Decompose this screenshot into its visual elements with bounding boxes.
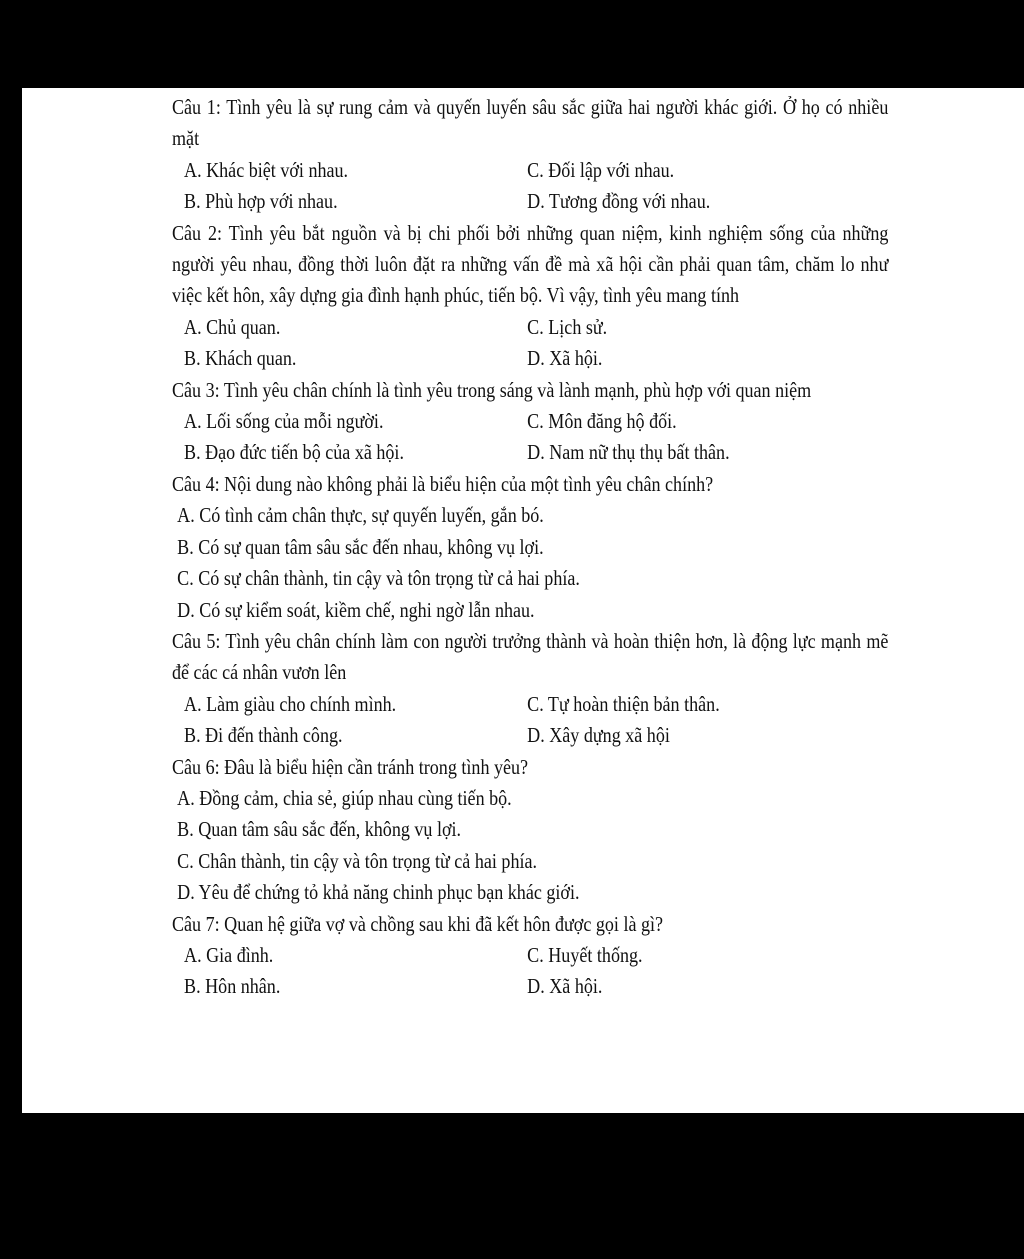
- question-2-options-row-2: [172, 343, 788, 374]
- question-2-options-row-1: [172, 312, 788, 343]
- question-7-option-c[interactable]: C. Huyết thống.: [527, 942, 643, 967]
- question-2-option-d[interactable]: D. Xã hội.: [527, 346, 603, 371]
- question-5-option-a[interactable]: A. Làm giàu cho chính mình.: [184, 691, 397, 716]
- question-6-option-d[interactable]: D. Yêu để chứng tỏ khả năng chinh phục bạn khác giới.: [177, 880, 580, 905]
- question-6-option-b[interactable]: B. Quan tâm sâu sắc đến, không vụ lợi.: [177, 817, 462, 842]
- question-3-option-b[interactable]: B. Đạo đức tiến bộ của xã hội.: [184, 440, 404, 465]
- question-list: [172, 92, 889, 1003]
- question-7-option-a[interactable]: A. Gia đình.: [184, 942, 274, 967]
- question-3-stem: Câu 3: Tình yêu chân chính là tình yêu trong sáng và lành mạnh, phù hợp với quan niệm: [172, 377, 812, 402]
- question-7-option-d[interactable]: D. Xã hội.: [527, 974, 603, 999]
- question-5-options-row-1: [172, 689, 788, 720]
- question-3-option-a[interactable]: A. Lối sống của mỗi người.: [184, 409, 384, 434]
- question-1-options-row-2: [172, 186, 788, 217]
- question-2-stem: Câu 2: Tình yêu bắt nguồn và bị chi phối bởi những quan niệm, kinh nghiệm sống của những người yêu nhau, đồng thời luôn đặt ra những vấn đề mà xã hội cần phải quan tâm, chăm lo như việc kết hôn, xây dựng gia đình hạnh phúc, tiến bộ. Vì vậy, tình yêu mang tính: [172, 220, 889, 308]
- question-1-option-a[interactable]: A. Khác biệt với nhau.: [184, 157, 349, 182]
- question-5-option-d[interactable]: D. Xây dựng xã hội: [527, 723, 670, 748]
- question-1-option-b[interactable]: B. Phù hợp với nhau.: [184, 189, 338, 214]
- question-6-option-c[interactable]: C. Chân thành, tin cậy và tôn trọng từ cả hai phía.: [177, 848, 538, 873]
- question-4-stem: Câu 4: Nội dung nào không phải là biểu hiện của một tình yêu chân chính?: [172, 471, 714, 496]
- question-5-option-c[interactable]: C. Tự hoàn thiện bản thân.: [527, 691, 720, 716]
- question-7-option-b[interactable]: B. Hôn nhân.: [184, 974, 281, 999]
- question-7-options-row-1: [172, 940, 788, 971]
- question-6-option-a[interactable]: A. Đồng cảm, chia sẻ, giúp nhau cùng tiến bộ.: [177, 785, 512, 810]
- question-2-option-b[interactable]: B. Khách quan.: [184, 346, 297, 371]
- question-4-option-c[interactable]: C. Có sự chân thành, tin cậy và tôn trọng từ cả hai phía.: [177, 566, 580, 591]
- question-7-options-row-2: [172, 971, 788, 1002]
- question-2-option-a[interactable]: A. Chủ quan.: [184, 314, 281, 339]
- question-3-options-row-1: [172, 406, 788, 437]
- question-1-stem: Câu 1: Tình yêu là sự rung cảm và quyến luyến sâu sắc giữa hai người khác giới. Ở họ có nhiều mặt: [172, 95, 889, 151]
- question-4-option-d[interactable]: D. Có sự kiểm soát, kiềm chế, nghi ngờ lẫn nhau.: [177, 597, 535, 622]
- question-3-options-row-2: [172, 437, 788, 468]
- question-3-option-d[interactable]: D. Nam nữ thụ thụ bất thân.: [527, 440, 730, 465]
- question-4-option-b[interactable]: B. Có sự quan tâm sâu sắc đến nhau, không vụ lợi.: [177, 534, 544, 559]
- question-1-options-row-1: [172, 155, 788, 186]
- question-5-options-row-2: [172, 720, 788, 751]
- document-page: [22, 88, 1024, 1113]
- question-6-stem: Câu 6: Đâu là biểu hiện cần tránh trong tình yêu?: [172, 754, 529, 779]
- question-4-option-a[interactable]: A. Có tình cảm chân thực, sự quyến luyến, gắn bó.: [177, 503, 544, 528]
- question-5-option-b[interactable]: B. Đi đến thành công.: [184, 723, 343, 748]
- question-5-stem: Câu 5: Tình yêu chân chính làm con người trưởng thành và hoàn thiện hơn, là động lực mạnh mẽ để các cá nhân vươn lên: [172, 628, 889, 685]
- question-2-option-c[interactable]: C. Lịch sử.: [527, 314, 608, 339]
- question-1-option-c[interactable]: C. Đối lập với nhau.: [527, 157, 675, 182]
- question-3-option-c[interactable]: C. Môn đăng hộ đối.: [527, 409, 677, 434]
- question-7-stem: Câu 7: Quan hệ giữa vợ và chồng sau khi đã kết hôn được gọi là gì?: [172, 911, 664, 936]
- question-1-option-d[interactable]: D. Tương đồng với nhau.: [527, 189, 711, 214]
